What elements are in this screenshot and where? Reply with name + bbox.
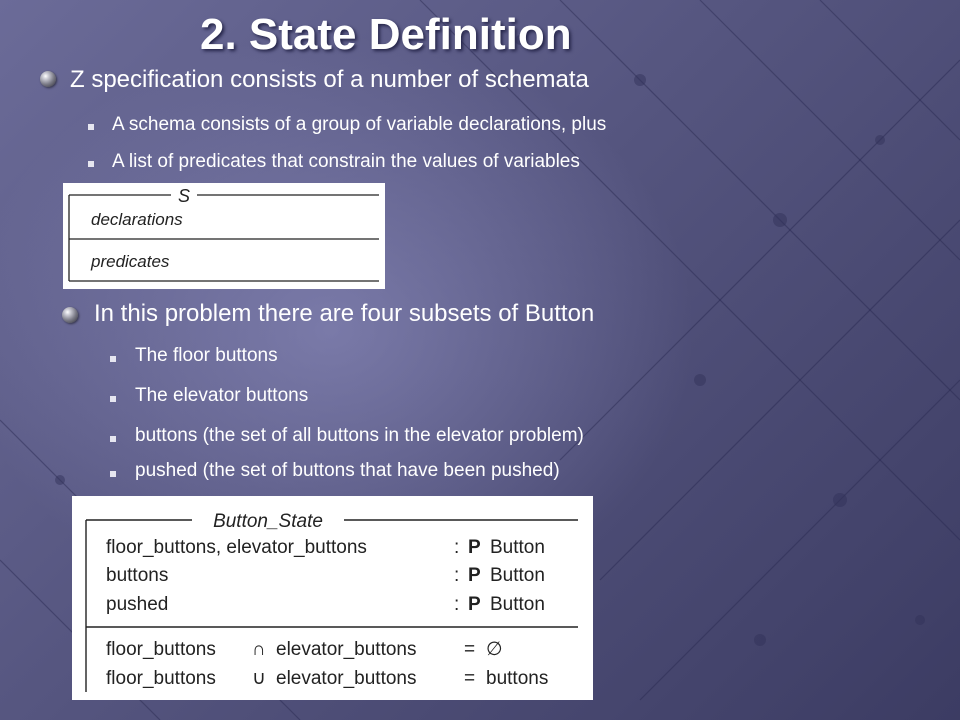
decl-colon: : (454, 594, 460, 615)
decl-colon: : (454, 565, 460, 586)
decl-type: Button (490, 537, 545, 558)
pred-intersection-op: ∩ (252, 639, 266, 660)
square-bullet-icon (110, 356, 116, 362)
subbullet-all-buttons: buttons (the set of all buttons in the elevator problem) (135, 425, 584, 446)
decl-type: Button (490, 565, 545, 586)
bullet-orb-icon (62, 307, 78, 323)
subbullet-schema-declarations: A schema consists of a group of variable declarations, plus (112, 114, 607, 135)
square-bullet-icon (110, 436, 116, 442)
pred-lhs: floor_buttons (106, 639, 216, 660)
pred-lhs: floor_buttons (106, 668, 216, 689)
pred-eq: = (464, 668, 476, 689)
subbullet-pushed: pushed (the set of buttons that have been pushed) (135, 460, 560, 481)
pred-mid: elevator_buttons (276, 668, 417, 689)
decl-power-set: P (468, 565, 481, 586)
schema-generic-predicates: predicates (91, 252, 170, 271)
decl-type: Button (490, 594, 545, 615)
pred-rhs: buttons (486, 668, 549, 689)
subbullet-elevator-buttons: The elevator buttons (135, 385, 309, 406)
decl-vars: buttons (106, 565, 169, 586)
pred-mid: elevator_buttons (276, 639, 417, 660)
schema-button-state-name: Button_State (213, 511, 323, 532)
subbullet-floor-buttons: The floor buttons (135, 345, 278, 366)
schema-generic-figure (63, 183, 385, 289)
bullet-button-subsets: In this problem there are four subsets of Button (94, 300, 595, 327)
decl-colon: : (454, 537, 460, 558)
subbullet-predicates: A list of predicates that constrain the values of variables (112, 151, 580, 172)
decl-power-set: P (468, 594, 481, 615)
square-bullet-icon (88, 161, 94, 167)
square-bullet-icon (110, 471, 116, 477)
square-bullet-icon (88, 124, 94, 130)
schema-generic-name: S (177, 186, 191, 206)
pred-rhs: ∅ (486, 639, 503, 660)
square-bullet-icon (110, 396, 116, 402)
schema-button-state-figure (72, 496, 593, 700)
schema-generic-declarations: declarations (91, 210, 183, 229)
decl-vars: pushed (106, 594, 169, 615)
bullet-orb-icon (40, 71, 56, 87)
decl-vars: floor_buttons, elevator_buttons (106, 537, 367, 558)
bullet-schemata: Z specification consists of a number of schemata (70, 66, 589, 93)
pred-union-op: ∪ (252, 668, 266, 689)
pred-eq: = (464, 639, 476, 660)
slide-title: 2. State Definition (200, 10, 572, 59)
decl-power-set: P (468, 537, 481, 558)
